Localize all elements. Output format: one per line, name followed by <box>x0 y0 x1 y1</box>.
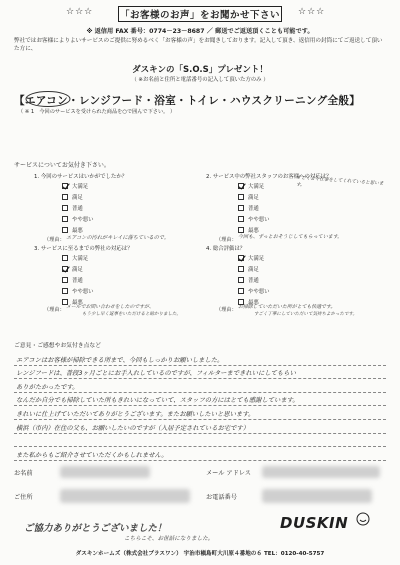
q3-option-1[interactable]: 大満足 <box>62 252 94 263</box>
address-field-redacted[interactable] <box>60 489 190 503</box>
name-field-redacted[interactable] <box>60 466 150 478</box>
checkbox-icon[interactable] <box>238 183 244 189</box>
checkbox-icon[interactable] <box>62 194 68 200</box>
q1-reason-handwritten: エアコンの汚れがキレイに落ちているので。 <box>66 235 170 241</box>
checkbox-icon[interactable] <box>238 194 244 200</box>
stars-right: ☆☆☆ <box>298 7 326 17</box>
checkbox-icon[interactable] <box>62 288 68 294</box>
q1-option-1[interactable]: 大満足 <box>62 180 94 191</box>
intro-text: 弊社ではお客様によりよいサービスのご提供に努めるべく「お客様の声」をお聞きしております。記入して頂き、返信用の封筒にてご返送して頂いた方に、 <box>14 38 383 53</box>
q2-option-2[interactable]: 満足 <box>238 191 270 202</box>
q4-reason-handwritten-2: すごく丁寧にしていただいて気持ちよかったです。 <box>254 312 358 317</box>
q2-option-5[interactable]: 最悪 <box>238 224 270 235</box>
email-field-redacted[interactable] <box>262 466 380 478</box>
q3-option-3[interactable]: 普通 <box>62 274 94 285</box>
q3-reason-handwritten-2: もう少し早く返事をいただけると助かりました。 <box>82 312 181 317</box>
checkbox-icon[interactable] <box>238 216 244 222</box>
phone-label: お電話番号 <box>206 494 237 501</box>
comment-line: なんだか自分でも掃除していた所もきれいになっていて、スタッフの方にはとても感謝しています。 <box>14 393 386 407</box>
comments-label: ご意見・ご感想やお気付き点など <box>14 343 101 349</box>
checkbox-icon[interactable] <box>238 205 244 211</box>
services-note: （ ※ 1 今回のサービスを受けられた商品を○で囲んで下さい。 ） <box>18 109 176 115</box>
present-heading: ダスキンの「S.O.S」プレゼント！ <box>132 65 268 75</box>
q1-options <box>62 180 94 235</box>
q2-option-3[interactable]: 普通 <box>238 202 270 213</box>
q1-option-2[interactable]: 満足 <box>62 191 94 202</box>
q3-title: 3. サービスに至るまでの弊社の対応は？ <box>34 246 133 252</box>
q4-option-1[interactable]: 大満足 <box>238 252 270 263</box>
duskin-smile-icon <box>356 512 370 526</box>
checkbox-icon[interactable] <box>62 255 68 261</box>
q1-option-4[interactable]: やや悪い <box>62 213 94 224</box>
checkbox-icon[interactable] <box>238 277 244 283</box>
checkbox-icon[interactable] <box>238 255 244 261</box>
q1-option-5[interactable]: 最悪 <box>62 224 94 235</box>
q3-option-2[interactable]: 満足 <box>62 263 94 274</box>
footer-handwritten-reply: こちらこそ、お世話になりました。 <box>124 536 214 542</box>
checkbox-icon[interactable] <box>62 266 68 272</box>
duskin-logo: DUSKIN <box>280 514 349 532</box>
q2-reason-handwritten: 今回も、ずっとおそうじしてもらっています。 <box>238 234 343 240</box>
q1-reason-label: （理由： <box>44 237 65 243</box>
comments-area <box>14 352 386 461</box>
present-note: （ ※お名前と住所と電話番号の記入して頂いた方のみ ） <box>131 77 269 83</box>
stars-left: ☆☆☆ <box>66 7 94 17</box>
checkbox-icon[interactable] <box>238 227 244 233</box>
q3-option-5[interactable]: 最悪 <box>62 296 94 307</box>
q2-option-1[interactable]: 大満足 <box>238 180 270 191</box>
comment-line: きれいに仕上げていただいてありがとうございます。またお願いしたいと思います。 <box>14 406 386 420</box>
address-label: ご住所 <box>14 494 33 501</box>
q4-reason-label: （理由： <box>216 307 237 313</box>
checkbox-icon[interactable] <box>62 183 68 189</box>
q3-reason-handwritten: メールでお問い合わせをしたのですが、 <box>66 304 154 310</box>
q4-reason-handwritten: お掃除していただいた所がとても快適です。 <box>238 304 336 310</box>
services-list: 【エアコン・レンジフード・浴室・トイレ・ハウスクリーニング全般】 <box>14 95 361 107</box>
q2-options <box>238 180 270 235</box>
q3-option-4[interactable]: やや悪い <box>62 285 94 296</box>
comment-line: ありがたかったです。 <box>14 379 386 393</box>
q3-reason-label: （理由： <box>44 307 65 313</box>
q4-option-4[interactable]: やや悪い <box>238 285 270 296</box>
q2-title: 2. サービス中の弊社スタッフのお客様への対応は？ <box>206 174 332 180</box>
q2-option-4[interactable]: やや悪い <box>238 213 270 224</box>
circle-mark-aircon <box>24 90 72 108</box>
comment-line: 横浜（市内）在住の父も、お願いしたいのですが（入居予定されているお宅です） <box>14 420 386 434</box>
fax-number-line: ※ 返信用 FAX 番号：0774－23－8687 ／ 郵送でご返送頂くことも可能です。 <box>86 28 314 35</box>
name-label: お名前 <box>14 470 33 477</box>
checkbox-icon[interactable] <box>238 266 244 272</box>
checkbox-icon[interactable] <box>62 277 68 283</box>
q1-option-3[interactable]: 普通 <box>62 202 94 213</box>
company-info: ダスキンホームズ（株式会社プラスワン） 宇治市槇島町大川原４番地の６ TEL：0120-40-5757 <box>75 551 325 557</box>
thanks-message: ご協力ありがとうございました！ <box>24 523 167 534</box>
q4-options <box>238 252 270 307</box>
q2-reason-label: （理由： <box>216 237 237 243</box>
comment-line: エアコンはお客様が掃除できる所まで、今回もしっかりお願いしました。 <box>14 352 386 366</box>
q4-title: 4. 総合評価は？ <box>206 246 246 252</box>
comment-line <box>14 434 386 448</box>
phone-field-redacted[interactable] <box>262 489 372 503</box>
questions-heading: サービスについてお気付き下さい。 <box>14 162 110 169</box>
q1-title: 1. 今回のサービスはいかがでしたか？ <box>34 174 128 180</box>
checkbox-icon[interactable] <box>62 205 68 211</box>
q3-options <box>62 252 94 307</box>
checkbox-icon[interactable] <box>62 227 68 233</box>
checkbox-icon[interactable] <box>62 216 68 222</box>
comment-line: また私からもご紹介させていただくかもしれません。 <box>14 447 386 461</box>
q4-option-2[interactable]: 満足 <box>238 263 270 274</box>
q4-option-3[interactable]: 普通 <box>238 274 270 285</box>
email-label: メール アドレス <box>206 470 251 477</box>
form-title: 「お客様のお声」をお聞かせ下さい <box>118 6 282 22</box>
q4-option-5[interactable]: 最悪 <box>238 296 270 307</box>
comment-line: レンジフードは、普段3ヶ月ごとにお手入れしているのですが、フィルターまできれいにしてもらい <box>14 366 386 380</box>
q2-side-note-handwritten: すごくよく仕事をしてくれていると思います。 <box>295 175 384 189</box>
checkbox-icon[interactable] <box>238 288 244 294</box>
